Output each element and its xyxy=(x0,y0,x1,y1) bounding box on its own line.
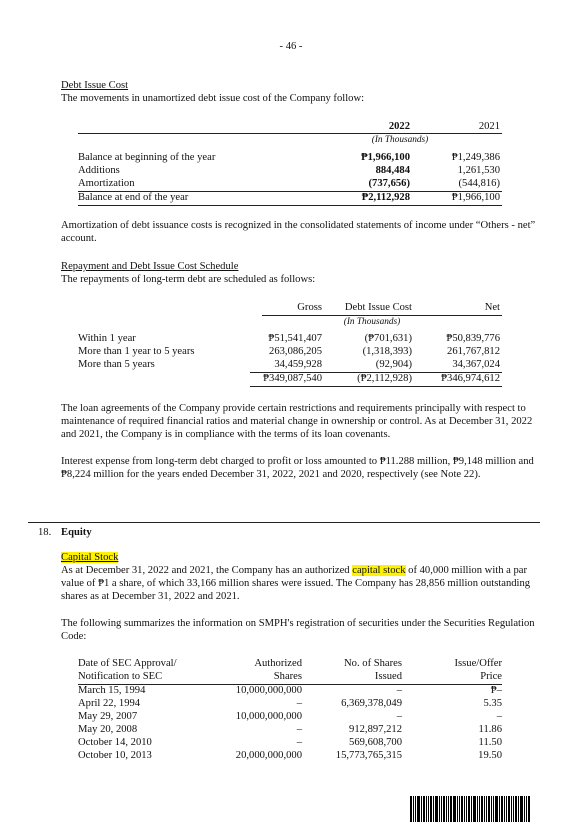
table-row-label: Additions xyxy=(78,165,120,176)
authorized-value: – xyxy=(296,737,302,748)
debt-issue-cost-total: (₱2,112,928) xyxy=(357,373,412,384)
price-value: 5.35 xyxy=(483,698,502,709)
table-row-date: March 15, 1994 xyxy=(78,685,146,696)
table-row-label: Within 1 year xyxy=(78,333,136,344)
repayment-intro: The repayments of long-term debt are scheduled as follows: xyxy=(61,274,316,285)
debt-issue-cost-heading: Debt Issue Cost xyxy=(61,80,129,91)
value-2022: (737,656) xyxy=(368,178,410,189)
net-total: ₱346,974,612 xyxy=(441,373,500,384)
issued-value: – xyxy=(396,711,402,722)
capital-stock-paragraph: As at December 31, 2022 and 2021, the Company has an authorized capital stock of 40,000 million with a par value of ₱1 a share, of which 33,166 million shares were issued. The Company has 28,856 million outstanding shares as at December 31, 2022 and 2021. xyxy=(61,565,531,602)
interest-expense-paragraph: Interest expense from long-term debt charged to profit or loss amounted to ₱11.288 million, ₱9,148 million and ₱8,224 million for the years ended December 31, 2022, 2021 and 2020, respectively (see Note 22). xyxy=(61,456,534,480)
table-top-rule xyxy=(262,315,502,316)
value-2021: 1,261,530 xyxy=(457,165,500,176)
authorized-value: – xyxy=(296,698,302,709)
table-bottom-rule xyxy=(250,386,502,387)
table-row-date: May 20, 2008 xyxy=(78,724,138,735)
col-header-issued: No. of Shares xyxy=(344,658,402,669)
price-value: 19.50 xyxy=(478,750,502,761)
col-header-issued: Issued xyxy=(374,671,402,682)
gross-value: ₱51,541,407 xyxy=(268,333,322,344)
registration-intro: The following summarizes the information on SMPH's registration of securities under the Securities Regulation Code: xyxy=(61,618,535,642)
col-header-authorized: Authorized xyxy=(254,658,302,669)
section-title: Equity xyxy=(61,527,92,538)
unit-label: (In Thousands) xyxy=(343,317,401,327)
amortization-note: Amortization of debt issuance costs is recognized in the consolidated statements of income under “Others - net” account. xyxy=(61,220,536,244)
value-2022: 884,484 xyxy=(375,165,410,176)
authorized-value: 20,000,000,000 xyxy=(235,750,302,761)
price-value: 11.50 xyxy=(478,737,502,748)
col-header-debt-issue-cost: Debt Issue Cost xyxy=(344,302,412,313)
value-2022: ₱1,966,100 xyxy=(361,152,410,163)
capital-stock-heading: Capital Stock xyxy=(61,552,119,563)
col-header-price: Issue/Offer xyxy=(454,658,502,669)
table-row-date: May 29, 2007 xyxy=(78,711,138,722)
barcode-image xyxy=(410,796,540,822)
col-header-date: Notification to SEC xyxy=(78,671,163,682)
highlighted-text: capital stock xyxy=(352,565,406,576)
authorized-value: 10,000,000,000 xyxy=(235,711,302,722)
table-row-label: More than 1 year to 5 years xyxy=(78,346,195,357)
authorized-value: – xyxy=(296,724,302,735)
price-value: – xyxy=(496,711,502,722)
col-header-2021: 2021 xyxy=(478,121,500,132)
issued-value: 15,773,765,315 xyxy=(335,750,402,761)
repayment-heading: Repayment and Debt Issue Cost Schedule xyxy=(61,261,239,272)
value-2021: ₱1,966,100 xyxy=(451,192,500,203)
price-value: 11.86 xyxy=(478,724,502,735)
table-row-date: October 10, 2013 xyxy=(78,750,152,761)
section-rule xyxy=(28,522,540,523)
table-row-label: Balance at end of the year xyxy=(78,192,189,203)
debt-issue-cost-value: (1,318,393) xyxy=(362,346,412,357)
table-top-rule xyxy=(78,133,502,134)
col-header-gross: Gross xyxy=(297,302,322,313)
issued-value: 569,608,700 xyxy=(349,737,402,748)
value-2022: ₱2,112,928 xyxy=(361,192,410,203)
value-2021: (544,816) xyxy=(458,178,500,189)
debt-issue-cost-value: (92,904) xyxy=(375,359,412,370)
col-header-price: Price xyxy=(480,671,502,682)
table-row-label: More than 5 years xyxy=(78,359,155,370)
col-header-2022: 2022 xyxy=(388,121,410,132)
col-header-authorized: Shares xyxy=(273,671,302,682)
table-row-date: April 22, 1994 xyxy=(78,698,141,709)
table-row-label: Amortization xyxy=(78,178,135,189)
table-bottom-rule xyxy=(78,205,502,206)
gross-value: 34,459,928 xyxy=(274,359,322,370)
net-value: 34,367,024 xyxy=(452,359,500,370)
page-number: - 46 - xyxy=(279,41,303,52)
section-number: 18. xyxy=(38,527,52,538)
gross-value: 263,086,205 xyxy=(269,346,322,357)
debt-issue-cost-intro: The movements in unamortized debt issue cost of the Company follow: xyxy=(61,93,365,104)
net-value: 261,767,812 xyxy=(447,346,500,357)
price-value: ₱– xyxy=(490,685,502,696)
gross-total: ₱349,087,540 xyxy=(263,373,322,384)
issued-value: – xyxy=(396,685,402,696)
net-value: ₱50,839,776 xyxy=(446,333,500,344)
issued-value: 6,369,378,049 xyxy=(341,698,402,709)
unit-label: (In Thousands) xyxy=(371,135,429,145)
authorized-value: 10,000,000,000 xyxy=(235,685,302,696)
table-row-date: October 14, 2010 xyxy=(78,737,152,748)
col-header-net: Net xyxy=(484,302,500,313)
table-row-label: Balance at beginning of the year xyxy=(78,152,216,163)
debt-issue-cost-value: (₱701,631) xyxy=(364,333,412,344)
loan-covenants-paragraph: The loan agreements of the Company provide certain restrictions and requirements principally with respect to maintenance of required financial ratios and material change in ownership or control. As at December 31, 2022 and 2021, the Company is in compliance with the terms of its loan covenants. xyxy=(61,403,533,440)
value-2021: ₱1,249,386 xyxy=(451,152,500,163)
issued-value: 912,897,212 xyxy=(349,724,402,735)
col-header-date: Date of SEC Approval/ xyxy=(78,658,177,669)
